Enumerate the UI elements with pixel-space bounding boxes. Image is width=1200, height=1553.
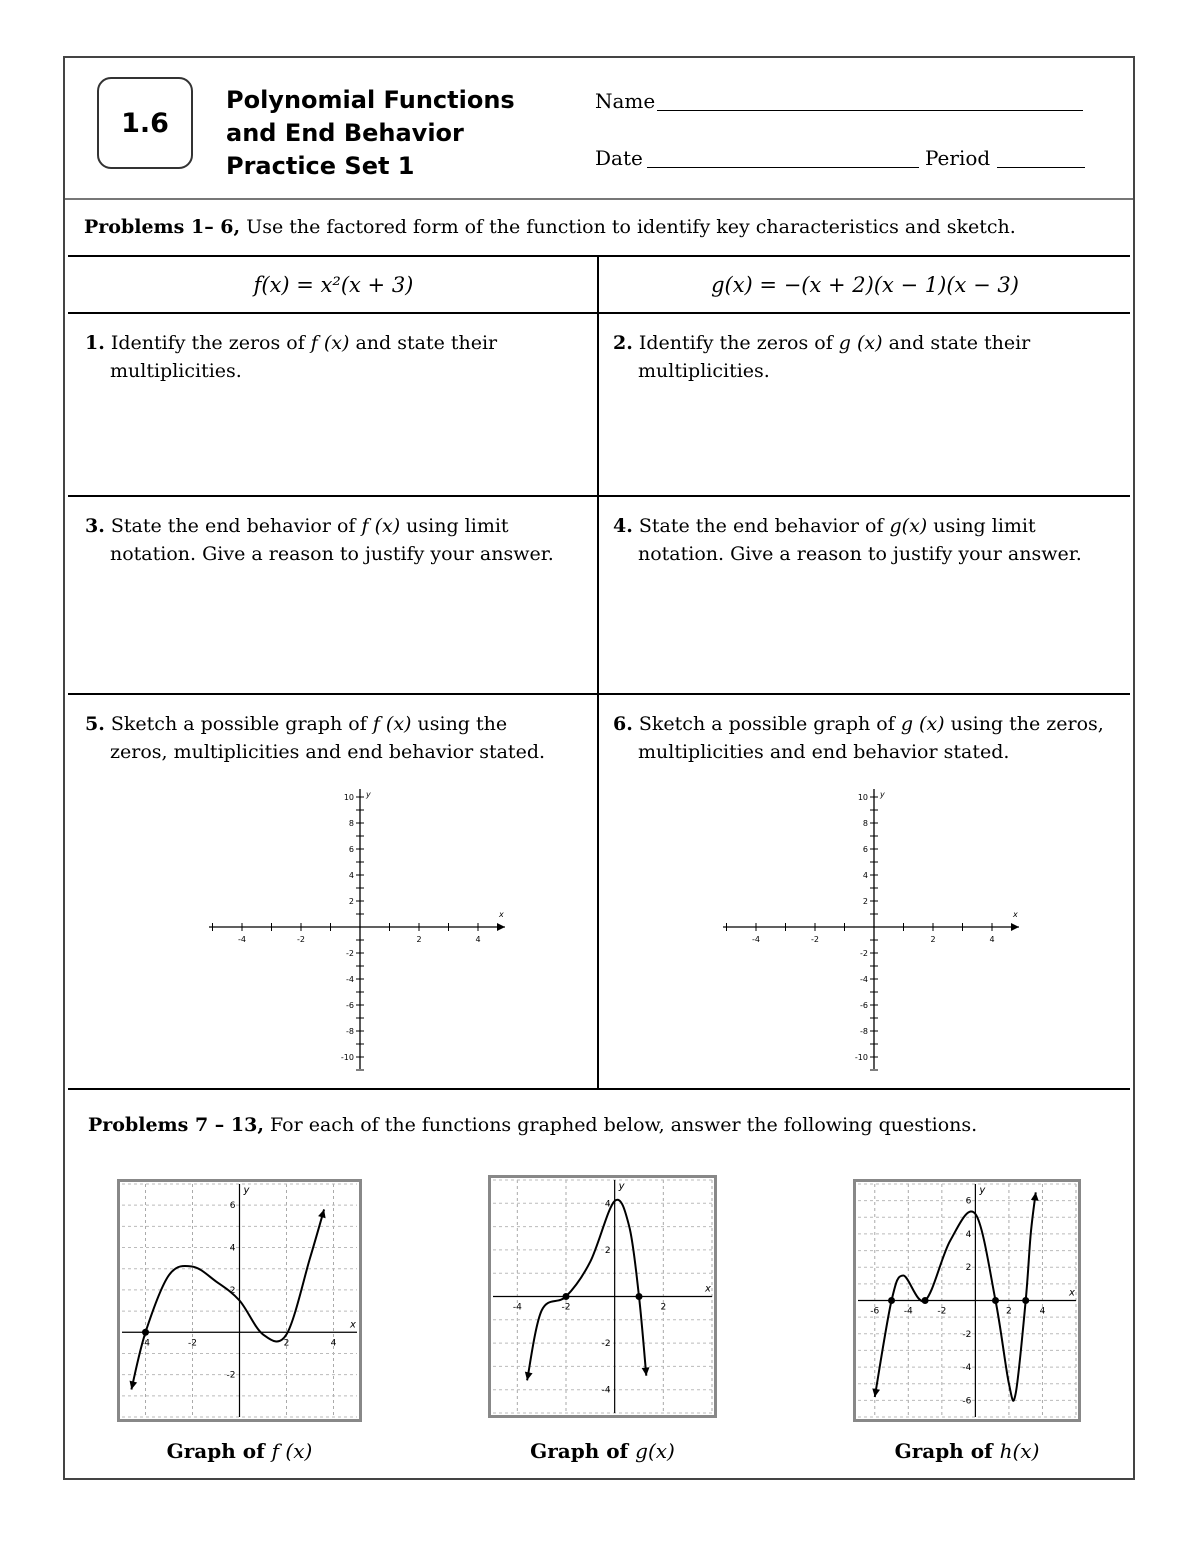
q4-text-a: State the end behavior of xyxy=(638,515,884,537)
graph-h-caption-fn: h(x) xyxy=(999,1439,1040,1463)
x-axis-label: x xyxy=(499,910,504,919)
y-tick-label: -2 xyxy=(601,1339,611,1350)
x-axis-label: x xyxy=(1013,910,1018,919)
y-tick-label: 4 xyxy=(229,1243,236,1254)
zero-point xyxy=(992,1297,999,1304)
y-axis-label: y xyxy=(979,1185,986,1196)
y-tick-label: -4 xyxy=(601,1385,611,1396)
q2-fn: g (x) xyxy=(838,332,883,354)
y-axis-label: y xyxy=(366,790,371,799)
y-tick-label: 6 xyxy=(862,845,868,854)
graph-g-caption-text: Graph of xyxy=(530,1439,629,1463)
y-tick-label: 4 xyxy=(604,1199,611,1210)
x-tick-label: -4 xyxy=(752,935,760,944)
question-3 xyxy=(85,512,585,568)
section-number: 1.6 xyxy=(121,107,169,139)
part2-instructions xyxy=(88,1114,977,1136)
y-tick-label: 2 xyxy=(604,1245,611,1256)
x-tick-label: -2 xyxy=(561,1302,571,1313)
y-tick-label: 8 xyxy=(862,819,868,828)
y-axis-label: y xyxy=(880,790,885,799)
y-tick-label: 4 xyxy=(862,871,868,880)
part1-lead: Problems 1– 6, xyxy=(84,216,241,238)
g-function-heading: g(x) = −(x + 2)(x − 1)(x − 3) xyxy=(711,273,1019,297)
y-tick-label: -6 xyxy=(962,1396,972,1407)
q6-number: 6. xyxy=(613,713,633,735)
y-tick-label: -8 xyxy=(860,1027,868,1036)
graph-f-caption xyxy=(117,1439,362,1463)
x-tick-label: -4 xyxy=(141,1338,150,1349)
q6-text-a: Sketch a possible graph of xyxy=(638,713,895,735)
graph-h-caption-text: Graph of xyxy=(894,1439,993,1463)
q4-text-b: using limit xyxy=(933,515,1036,537)
q3-number: 3. xyxy=(85,515,105,537)
y-tick-label: -4 xyxy=(346,975,354,984)
graph-g-panel xyxy=(488,1175,717,1418)
q6-fn: g (x) xyxy=(900,713,945,735)
y-tick-label: -4 xyxy=(962,1363,972,1374)
x-tick-label: -6 xyxy=(870,1306,880,1317)
q3-fn: f (x) xyxy=(361,515,401,537)
y-tick-label: 10 xyxy=(343,793,354,802)
part1-text: Use the factored form of the function to identify key characteristics and sketch. xyxy=(246,216,1016,238)
y-tick-label: -10 xyxy=(340,1053,354,1062)
x-tick-label: -2 xyxy=(297,935,305,944)
zero-point xyxy=(636,1293,643,1300)
q4-text-c: notation. Give a reason to justify your answer. xyxy=(638,543,1082,565)
q1-fn: f (x) xyxy=(310,332,350,354)
y-axis-label: y xyxy=(618,1181,625,1192)
x-tick-label: 4 xyxy=(1039,1306,1046,1317)
zero-point xyxy=(888,1297,895,1304)
question-6 xyxy=(613,710,1113,766)
graph-g-caption-fn: g(x) xyxy=(635,1439,675,1463)
y-axis-label: y xyxy=(243,1185,250,1196)
x-tick-label: 2 xyxy=(930,935,936,944)
x-tick-label: -4 xyxy=(512,1302,522,1313)
q4-number: 4. xyxy=(613,515,633,537)
q5-text-b: using the xyxy=(417,713,508,735)
q5-text-a: Sketch a possible graph of xyxy=(110,713,367,735)
blank-axes-g[interactable] xyxy=(719,785,1029,1075)
y-tick-label: -2 xyxy=(346,949,354,958)
q4-fn: g(x) xyxy=(889,515,928,537)
table-row1-rule xyxy=(68,495,1130,497)
y-tick-label: 8 xyxy=(348,819,354,828)
part2-text: For each of the functions graphed below, answer the following questions. xyxy=(270,1114,978,1136)
y-tick-label: 2 xyxy=(965,1263,972,1274)
x-tick-label: 2 xyxy=(416,935,422,944)
y-tick-label: 2 xyxy=(229,1285,236,1296)
q1-number: 1. xyxy=(85,332,105,354)
table-bottom-rule xyxy=(68,1088,1130,1090)
table-row2-rule xyxy=(68,693,1130,695)
x-axis-arrow xyxy=(1011,923,1019,931)
part2-lead: Problems 7 – 13, xyxy=(88,1114,264,1136)
zero-point xyxy=(1022,1297,1029,1304)
x-tick-label: 2 xyxy=(1006,1306,1012,1317)
x-axis-arrow xyxy=(497,923,505,931)
question-4 xyxy=(613,512,1113,568)
q6-text-c: multiplicities and end behavior stated. xyxy=(638,741,1010,763)
name-label: Name xyxy=(595,89,656,113)
zero-point xyxy=(563,1293,570,1300)
table-center-divider xyxy=(597,255,599,1090)
graph-f-caption-text: Graph of xyxy=(166,1439,265,1463)
x-tick-label: -2 xyxy=(937,1306,947,1317)
y-tick-label: 2 xyxy=(862,897,868,906)
name-blank[interactable] xyxy=(657,110,1083,111)
graph-f-panel xyxy=(117,1179,362,1422)
x-axis-label: x xyxy=(350,1319,356,1331)
x-tick-label: 4 xyxy=(330,1338,337,1349)
q2-text-b: and state their xyxy=(888,332,1031,354)
graph-f-caption-fn: f (x) xyxy=(271,1439,313,1463)
section-badge xyxy=(97,77,193,169)
x-tick-label: -4 xyxy=(238,935,246,944)
q1-text-c: multiplicities. xyxy=(110,360,242,382)
x-tick-label: 4 xyxy=(989,935,995,944)
y-tick-label: 6 xyxy=(348,845,354,854)
x-tick-label: -2 xyxy=(188,1338,197,1349)
q2-text-c: multiplicities. xyxy=(638,360,770,382)
blank-axes-f[interactable] xyxy=(205,785,515,1075)
y-tick-label: -2 xyxy=(962,1329,972,1340)
q3-text-b: using limit xyxy=(406,515,509,537)
x-axis-label: x xyxy=(705,1283,711,1295)
period-blank[interactable] xyxy=(997,167,1085,168)
q5-fn: f (x) xyxy=(372,713,412,735)
x-tick-label: -2 xyxy=(811,935,819,944)
table-head-rule xyxy=(68,312,1130,314)
question-5 xyxy=(85,710,585,766)
part1-instructions xyxy=(84,216,1016,238)
graph-h-caption xyxy=(853,1439,1081,1463)
y-tick-label: 10 xyxy=(857,793,868,802)
zero-point xyxy=(142,1329,149,1336)
y-tick-label: 2 xyxy=(348,897,354,906)
y-tick-label: 4 xyxy=(348,871,354,880)
title-line-3: Practice Set 1 xyxy=(226,152,415,180)
y-tick-label: -10 xyxy=(854,1053,868,1062)
x-tick-label: 2 xyxy=(660,1302,667,1313)
y-tick-label: -6 xyxy=(860,1001,868,1010)
q1-text-b: and state their xyxy=(355,332,498,354)
y-tick-label: -2 xyxy=(226,1370,236,1381)
y-tick-label: -4 xyxy=(860,975,868,984)
x-tick-label: -4 xyxy=(903,1306,913,1317)
date-label: Date xyxy=(595,146,643,170)
q3-text-c: notation. Give a reason to justify your answer. xyxy=(110,543,554,565)
graph-g-caption xyxy=(488,1439,717,1463)
q2-number: 2. xyxy=(613,332,633,354)
q5-number: 5. xyxy=(85,713,105,735)
y-tick-label: 6 xyxy=(229,1201,236,1212)
table-top-rule xyxy=(68,255,1130,257)
y-tick-label: -8 xyxy=(346,1027,354,1036)
question-1 xyxy=(85,329,585,385)
y-tick-label: -2 xyxy=(860,949,868,958)
x-tick-label: 2 xyxy=(283,1338,290,1349)
x-tick-label: 4 xyxy=(475,935,481,944)
zero-point xyxy=(922,1297,929,1304)
date-blank[interactable] xyxy=(647,167,919,168)
y-tick-label: -6 xyxy=(346,1001,354,1010)
q2-text-a: Identify the zeros of xyxy=(638,332,833,354)
question-2 xyxy=(613,329,1113,385)
q5-text-c: zeros, multiplicities and end behavior stated. xyxy=(110,741,546,763)
header-divider xyxy=(65,198,1133,200)
graph-h-panel xyxy=(853,1179,1081,1422)
x-axis-label: x xyxy=(1069,1287,1075,1299)
y-tick-label: 4 xyxy=(965,1229,972,1240)
title-line-1: Polynomial Functions xyxy=(226,86,515,114)
y-tick-label: 6 xyxy=(965,1196,972,1207)
q3-text-a: State the end behavior of xyxy=(110,515,356,537)
q6-text-b: using the zeros, xyxy=(950,713,1104,735)
q1-text-a: Identify the zeros of xyxy=(110,332,305,354)
f-function-heading: f(x) = x²(x + 3) xyxy=(253,273,414,297)
title-line-2: and End Behavior xyxy=(226,119,464,147)
period-label: Period xyxy=(925,146,991,170)
